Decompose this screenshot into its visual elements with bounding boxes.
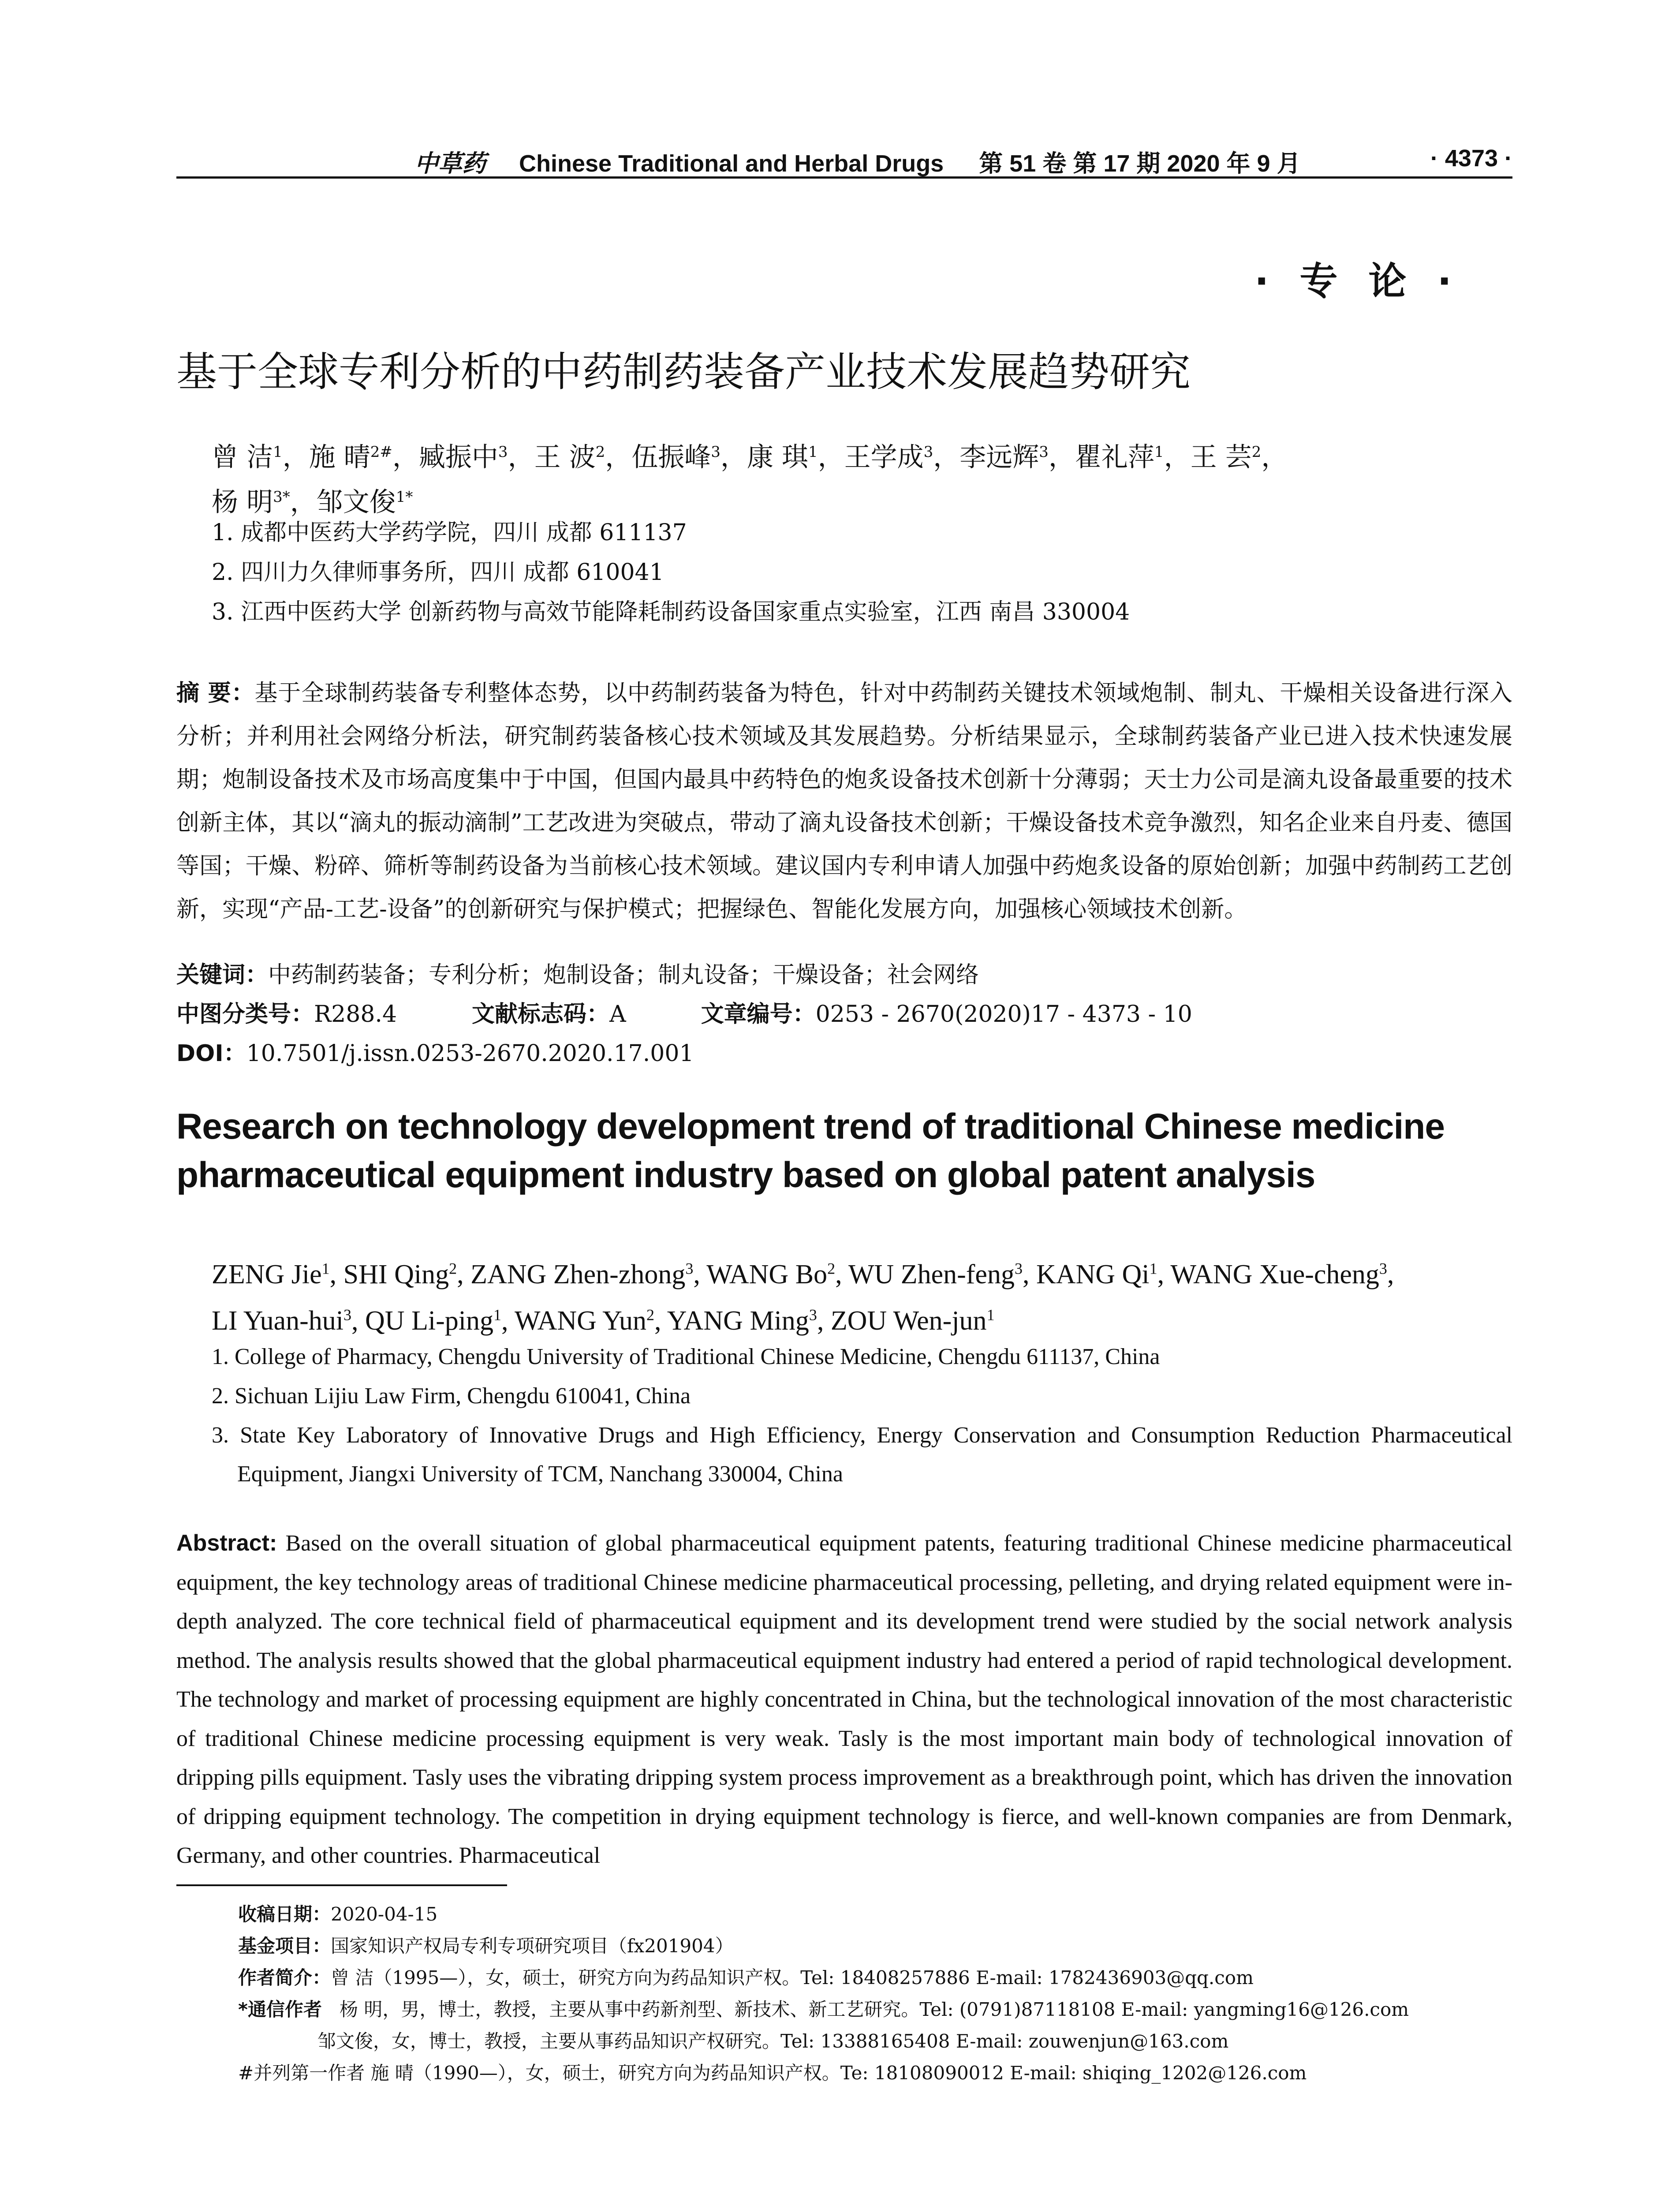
column-tag: · 专 论 · bbox=[1254, 259, 1460, 303]
author-cn-affil-mark: 1 bbox=[808, 443, 818, 461]
author-list-en: ZENG Jie$^1$, SHI Qing$^2$, ZANG Zhen-zhong$^3$, WANG Bo$^2$, WU Zhen-feng$^3$, KANG Qi$^1$, WANG Xue-cheng$^3$, LI Yuan-hui$^3$, QU Li-ping$^1$, WANG Yun$^2$, YANG Ming$^3$, ZOU Wen-jun$^1$ bbox=[212, 1259, 1394, 1336]
author-en-10: WANG Yun$^2$ bbox=[514, 1306, 655, 1336]
author-cn-affil-mark: 2# bbox=[370, 443, 392, 461]
doi-value[interactable]: 10.7501/j.issn.0253-2670.2020.17.001 bbox=[246, 1040, 694, 1067]
header-journal bbox=[414, 145, 1301, 179]
author-en-affil-mark: 2 bbox=[827, 1259, 836, 1277]
author-cn-10: 王 芸$^2$ bbox=[1190, 442, 1262, 473]
bio-label: 作者简介： bbox=[238, 1967, 331, 1988]
affiliation-en-1: 1. College of Pharmacy, Chengdu University of Traditional Chinese Medicine, Chengdu 611137, China bbox=[212, 1344, 1160, 1369]
author-en-12: ZOU Wen-jun$^1$ bbox=[830, 1306, 995, 1336]
author-en-affil-mark: 3 bbox=[1379, 1259, 1387, 1277]
author-cn-affil-mark: 3 bbox=[1039, 443, 1049, 461]
author-en-affil-mark: 1 bbox=[1149, 1259, 1157, 1277]
fund-label: 基金项目： bbox=[238, 1935, 331, 1957]
footnote-rule bbox=[176, 1884, 507, 1886]
keywords-cn-text: 中药制药装备；专利分析；炮制设备；制丸设备；干燥设备；社会网络 bbox=[268, 962, 979, 988]
author-cn-8: 李远辉$^3$ bbox=[959, 442, 1049, 473]
author-en-affil-mark: 3 bbox=[685, 1259, 694, 1277]
footnote-cofirst: #并列第一作者 施 晴（1990—），女，硕士，研究方向为药品知识产权。Te: 18108090012 E-mail: shiqing_1202@126.com bbox=[238, 2062, 1307, 2084]
clc-value: R288.4 bbox=[314, 1001, 397, 1028]
author-cn-affil-mark: 1 bbox=[273, 443, 283, 461]
author-cn-affil-mark: 3* bbox=[273, 488, 290, 506]
footnote-received bbox=[238, 1899, 1517, 1930]
author-en-4: WANG Bo$^2$ bbox=[706, 1259, 836, 1289]
footnote-author-bio bbox=[238, 1962, 1517, 1994]
author-en-affil-mark: 3 bbox=[343, 1306, 352, 1324]
page-number: · 4373 · bbox=[1430, 145, 1512, 172]
abstract-en-text: Based on the overall situation of global pharmaceutical equipment patents, featuring traditional Chinese medicine pharmaceutical equipment, the key technology areas of traditional Chinese medicine pharmaceutical processing, pelleting, and drying related equipment were in-depth analyzed. The core technical field of pharmaceutical equipment and its development trend were studied by the social network analysis method. The analysis results showed that the global pharmaceutical equipment industry had entered a period of rapid technological development. The technology and market of processing equipment are highly concentrated in China, but the technological innovation of the most characteristic of traditional Chinese medicine processing equipment is very weak. Tasly is the most important main body of technological innovation of dripping pills equipment. Tasly uses the vibrating dripping system process improvement as a breakthrough point, which has driven the innovation of dripping equipment technology. The competition in drying equipment technology is fierce, and well-known companies are from Denmark, Germany, and other countries. Pharmaceutical bbox=[176, 1531, 1513, 1868]
author-en-3: ZANG Zhen-zhong$^3$ bbox=[470, 1259, 694, 1289]
keywords-cn-label: 关键词： bbox=[176, 962, 269, 988]
abstract-en bbox=[176, 1524, 1512, 1876]
footnote-corresponding-2: 邹文俊，女，博士，教授，主要从事药品知识产权研究。Tel: 13388165408 E-mail: zouwenjun@163.com bbox=[317, 2030, 1229, 2052]
author-cn-affil-mark: 1* bbox=[396, 488, 413, 506]
abstract-cn bbox=[176, 672, 1512, 931]
author-cn-affil-mark: 2 bbox=[595, 443, 605, 461]
author-cn-affil-mark: 1 bbox=[1154, 443, 1164, 461]
author-cn-3: 臧振中$^3$ bbox=[418, 442, 508, 473]
author-cn-6: 康 琪$^1$ bbox=[747, 442, 818, 473]
author-cn-2: 施 晴$^{2\#}$ bbox=[309, 442, 392, 473]
author-cn-11: 杨 明$^{3*}$ bbox=[212, 487, 290, 518]
author-cn-5: 伍振峰$^3$ bbox=[631, 442, 721, 473]
author-en-affil-mark: 2 bbox=[449, 1259, 457, 1277]
corresponding-1-text: 杨 明，男，博士，教授，主要从事中药新剂型、新技术、新工艺研究。Tel: (0791)87118108 E-mail: yangming16@126.com bbox=[340, 1999, 1409, 2020]
author-cn-1: 曾 洁$^1$ bbox=[212, 442, 283, 473]
author-en-affil-mark: 3 bbox=[1014, 1259, 1023, 1277]
article-title-en: Research on technology development trend of traditional Chinese medicine pharmaceutical equipment industry based on global patent analysis bbox=[176, 1106, 1445, 1195]
footnote-corresponding-1 bbox=[238, 1994, 1517, 2026]
keywords-cn bbox=[176, 956, 979, 989]
article-title-cn: 基于全球专利分析的中药制药装备产业技术发展趋势研究 bbox=[176, 348, 1191, 396]
author-en-2: SHI Qing$^2$ bbox=[343, 1259, 457, 1289]
author-en-9: QU Li-ping$^1$ bbox=[365, 1306, 502, 1336]
doc-code-value: A bbox=[609, 1001, 626, 1028]
classification-line bbox=[176, 995, 1192, 1028]
received-date: 2020-04-15 bbox=[331, 1903, 438, 1925]
author-list-cn: 曾 洁$^1$，施 晴$^{2\#}$，臧振中$^3$，王 波$^2$，伍振峰$^3$，康 琪$^1$，王学成$^3$，李远辉$^3$，瞿礼萍$^1$，王 芸$^2$， 杨 明$^{3*}$，邹文俊$^{1*}$ bbox=[212, 442, 1288, 518]
doi-label: DOI： bbox=[176, 1040, 246, 1067]
doc-code-label: 文献标志码： bbox=[472, 1001, 610, 1028]
journal-name-en: Chinese Traditional and Herbal Drugs bbox=[519, 150, 944, 177]
author-cn-affil-mark: 3 bbox=[498, 443, 508, 461]
author-en-6: KANG Qi$^1$ bbox=[1036, 1259, 1157, 1289]
affiliation-en-3 bbox=[212, 1416, 1512, 1494]
affiliation-en-2: 2. Sichuan Lijiu Law Firm, Chengdu 610041, China bbox=[212, 1383, 691, 1409]
author-cn-4: 王 波$^2$ bbox=[534, 442, 605, 473]
clc-label: 中图分类号： bbox=[176, 1001, 314, 1028]
abstract-en-label: Abstract: bbox=[176, 1530, 277, 1556]
author-cn-7: 王学成$^3$ bbox=[844, 442, 933, 473]
footnote-fund bbox=[238, 1930, 1517, 1962]
received-label: 收稿日期： bbox=[238, 1903, 331, 1925]
author-cn-affil-mark: 3 bbox=[923, 443, 933, 461]
author-en-affil-mark: 1 bbox=[986, 1306, 995, 1324]
author-cn-affil-mark: 3 bbox=[711, 443, 721, 461]
abstract-cn-text: 基于全球制药装备专利整体态势，以中药制药装备为特色，针对中药制药关键技术领域炮制、制丸、干燥相关设备进行深入分析；并利用社会网络分析法，研究制药装备核心技术领域及其发展趋势。分析结果显示，全球制药装备产业已进入技术快速发展期；炮制设备技术及市场高度集中于中国，但国内最具中药特色的炮炙设备技术创新十分薄弱；天士力公司是滴丸设备最重要的技术创新主体，其以“滴丸的振动滴制”工艺改进为突破点，带动了滴丸设备技术创新；干燥设备技术竞争激烈，知名企业来自丹麦、德国等国；干燥、粉碎、筛析等制药设备为当前核心技术领域。建议国内专利申请人加强中药炮炙设备的原始创新；加强中药制药工艺创新，实现“产品-工艺-设备”的创新研究与保护模式；把握绿色、智能化发展方向，加强核心领域技术创新。 bbox=[176, 680, 1512, 923]
journal-issue: 第 51 卷 第 17 期 2020 年 9 月 bbox=[979, 150, 1301, 177]
affiliation-en-3-text: 3. State Key Laboratory of Innovative Drugs and High Efficiency, Energy Conservation and Consumption Reduction Pharmaceutical Equipment, Jiangxi University of TCM, Nanchang 330004, China bbox=[212, 1423, 1512, 1487]
author-en-7: WANG Xue-cheng$^3$ bbox=[1170, 1259, 1387, 1289]
affiliation-cn-3: 3. 江西中医药大学 创新药物与高效节能降耗制药设备国家重点实验室，江西 南昌 330004 bbox=[212, 599, 1130, 625]
author-en-affil-mark: 1 bbox=[493, 1306, 502, 1324]
author-en-8: LI Yuan-hui$^3$ bbox=[212, 1306, 352, 1336]
footnotes bbox=[238, 1899, 1517, 2089]
author-en-5: WU Zhen-feng$^3$ bbox=[848, 1259, 1023, 1289]
author-cn-12: 邹文俊$^{1*}$ bbox=[316, 487, 413, 518]
author-en-11: YANG Ming$^3$ bbox=[667, 1306, 817, 1336]
abstract-cn-label: 摘 要： bbox=[176, 680, 255, 706]
author-cn-affil-mark: 2 bbox=[1251, 443, 1262, 461]
fund-text: 国家知识产权局专利专项研究项目（fx201904） bbox=[331, 1935, 734, 1957]
article-number-value: 0253 - 2670(2020)17 - 4373 - 10 bbox=[815, 1001, 1192, 1028]
bio-text: 曾 洁（1995—），女，硕士，研究方向为药品知识产权。Tel: 18408257886 E-mail: 1782436903@qq.com bbox=[331, 1967, 1254, 1988]
affiliation-cn-1: 1. 成都中医药大学药学院，四川 成都 611137 bbox=[212, 519, 687, 546]
doi-line bbox=[176, 1035, 694, 1068]
author-en-affil-mark: 3 bbox=[809, 1306, 817, 1324]
author-en-1: ZENG Jie$^1$ bbox=[212, 1259, 330, 1289]
author-cn-9: 瞿礼萍$^1$ bbox=[1075, 442, 1164, 473]
running-header bbox=[176, 140, 1512, 180]
affiliation-cn-2: 2. 四川力久律师事务所，四川 成都 610041 bbox=[212, 559, 664, 586]
journal-logo-cn: 中草药 bbox=[414, 149, 486, 177]
author-en-affil-mark: 1 bbox=[321, 1259, 330, 1277]
header-rule bbox=[176, 176, 1512, 179]
article-number-label: 文章编号： bbox=[701, 1001, 816, 1028]
corresponding-label: *通信作者 bbox=[238, 1999, 322, 2020]
author-en-affil-mark: 2 bbox=[646, 1306, 655, 1324]
